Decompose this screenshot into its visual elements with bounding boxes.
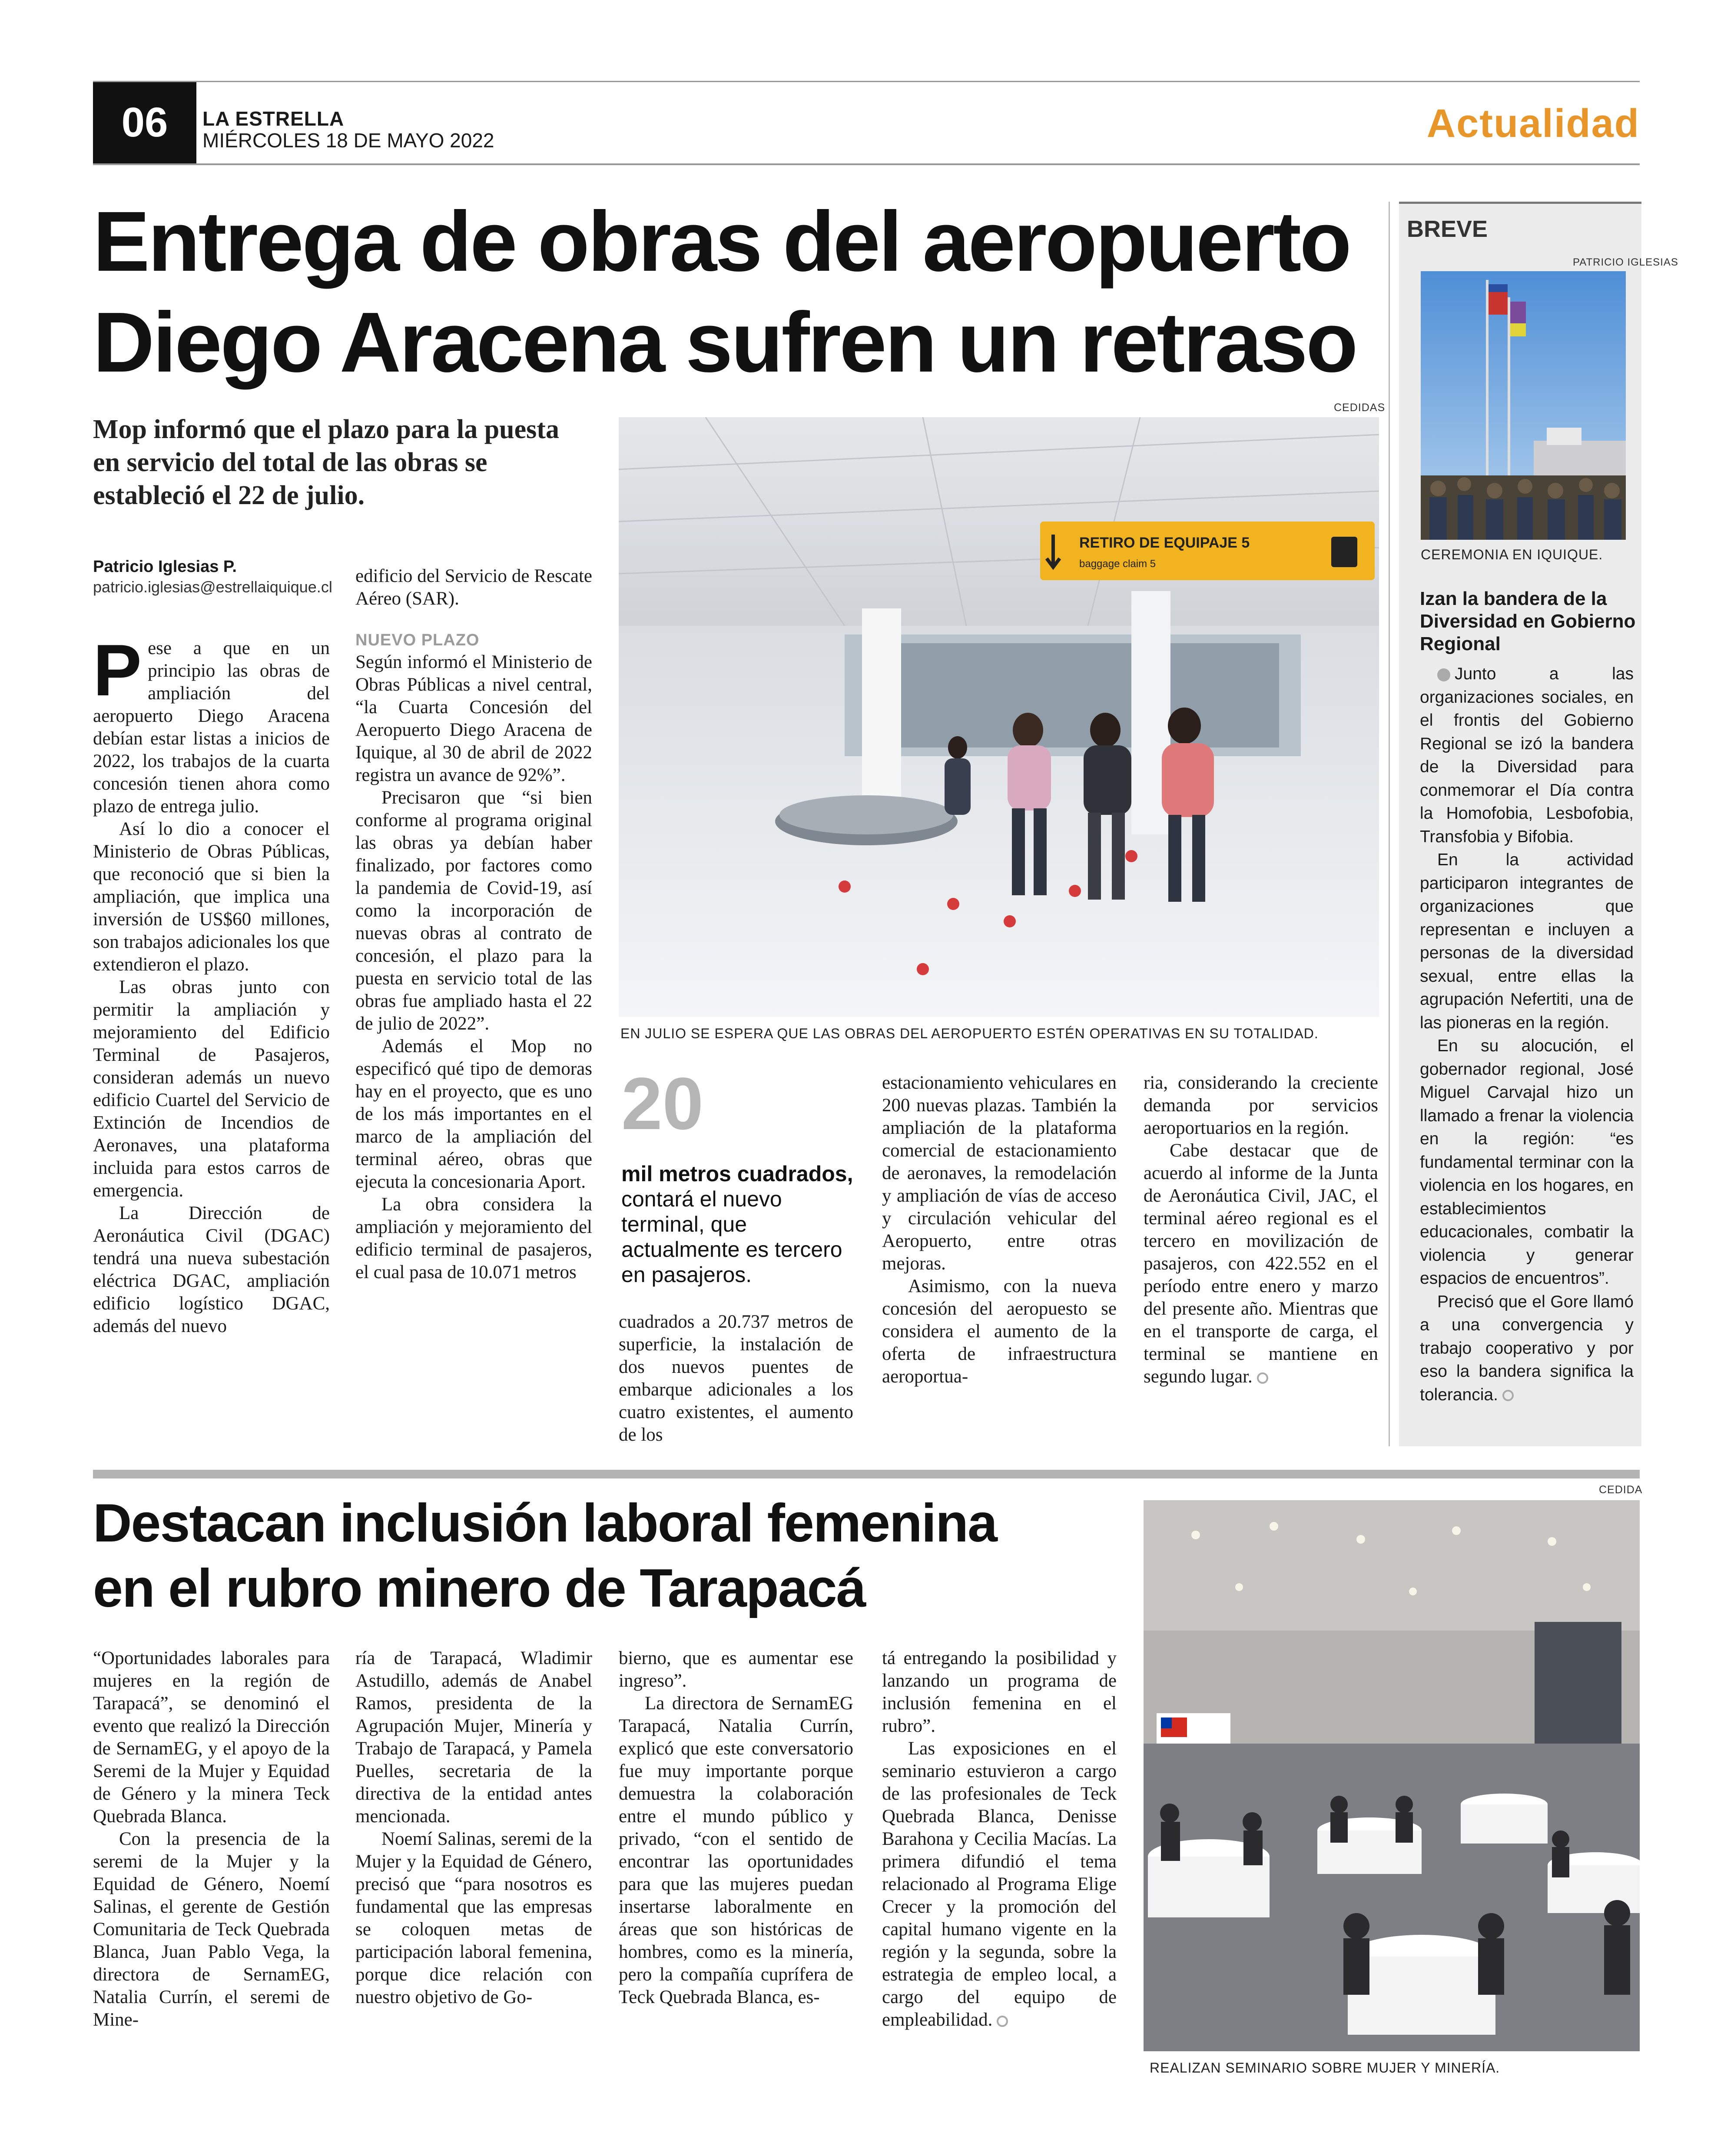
byline-name: Patricio Iglesias P.: [93, 558, 237, 576]
paragraph: La Dirección de Aeronáutica Civil (DGAC) tendrá una nueva subestación eléctrica DGAC, ampliación edificio logístico DGAC, además del nuevo: [93, 1203, 330, 1336]
header-rule: [93, 163, 1640, 165]
section-label: Actualidad: [1426, 101, 1640, 146]
paragraph: La directora de SernamEG Tarapacá, Natalia Currín, explicó que este conversatorio fue muy importante porque demuestra la colaboración entre el mundo público y privado, “con el sentido de encontrar las oportunidades para que las mujeres puedan insertarse laboralmente en áreas que son históricas de hombres, como es la minería, pero la compañía cuprífera de Teck Quebrada Blanca, es-: [619, 1693, 853, 2007]
paragraph: cuadrados a 20.737 metros de superficie, la instalación de dos nuevos puentes de embarque adicionales a los cuatro existentes, el aumento de los: [619, 1312, 853, 1445]
baggage-sign-subtext: baggage claim 5: [1079, 558, 1156, 570]
paragraph: Las obras junto con permitir la ampliación y mejoramiento del Edificio Terminal de Pasajeros, consideran además un nuevo edificio Cuartel del Servicio de Extinción de Incendios de Aeronaves, una plataforma incluida para estos carros de emergencia.: [93, 977, 330, 1201]
dropcap: P: [93, 629, 142, 711]
baggage-sign-text: RETIRO DE EQUIPAJE 5: [1079, 535, 1250, 551]
sidebar-label: BREVE: [1407, 216, 1488, 242]
top-rule: [93, 81, 1640, 82]
section-divider: [93, 1470, 1640, 1478]
issue-date: MIÉRCOLES 18 DE MAYO 2022: [202, 129, 494, 152]
paragraph: Así lo dio a conocer el Ministerio de Obras Públicas, que reconoció que si bien la ampliación, que implica una inversión de US$60 millones, son trabajos adicionales los que extendieron el plazo.: [93, 819, 330, 975]
article1-column-4: [882, 1072, 1117, 1388]
flag-ceremony-image: [1421, 271, 1626, 540]
article2-headline-line1: Destacan inclusión laboral femenina: [93, 1493, 997, 1553]
photo-caption: EN JULIO SE ESPERA QUE LAS OBRAS DEL AEROPUERTO ESTÉN OPERATIVAS EN SU TOTALIDAD.: [620, 1026, 1319, 1041]
paragraph: “Oportunidades laborales para mujeres en la región de Tarapacá”, se denominó el evento que realizó la Dirección de SernamEG, y el apoyo de la Seremi de la Mujer y Equidad de Género y la minera Teck Quebrada Blanca.: [93, 1648, 330, 1827]
sidebar-photo-credit: PATRICIO IGLESIAS: [1573, 256, 1678, 268]
paragraph: bierno, que es aumentar ese ingreso”.: [619, 1648, 853, 1691]
sidebar-top-rule: [1399, 202, 1641, 204]
article2-photo-caption: REALIZAN SEMINARIO SOBRE MUJER Y MINERÍA.: [1150, 2060, 1500, 2076]
sidebar-divider: [1389, 202, 1390, 1446]
paragraph: Noemí Salinas, seremi de la Mujer y la Equidad de Género, precisó que “para nosotros es fundamental que las empresas se coloquen metas de participación laboral femenina, porque dice relación con nuestro objetivo de Go-: [355, 1829, 592, 2007]
paragraph: ría de Tarapacá, Wladimir Astudillo, además de Anabel Ramos, presidenta de la Agrupación Mujer, Minería y Trabajo de Tarapacá, y Pamela Puelles, secretaria de la directiva de la entidad antes mencionada.: [355, 1648, 592, 1827]
paragraph: estacionamiento vehiculares en 200 nuevas plazas. También la ampliación de la plataforma comercial de estacionamiento de aeronaves, la remodelación y ampliación de vías de acceso y circulación vehicular del Aeropuerto, entre otras mejoras.: [882, 1073, 1117, 1274]
sidebar-title: Izan la bandera de la Diversidad en Gobierno Regional: [1420, 588, 1636, 654]
article1-headline-line2: Diego Aracena sufren un retraso: [93, 295, 1356, 390]
article1-column-1: [93, 629, 330, 1338]
paragraph: Con la presencia de la seremi de la Mujer y la Equidad de Género, Noemí Salinas, el gerente de Gestión Comunitaria de Teck Quebrada Blanca, Juan Pablo Vega, la directora de SernamEG, Natalia Currín, el seremi de Mine-: [93, 1829, 330, 2030]
stat-rest: contará el nuevo terminal, que actualmente es tercero en pasajeros.: [621, 1187, 842, 1287]
article2-photo-credit: CEDIDA: [1599, 1484, 1643, 1496]
article2-column-2: [355, 1647, 592, 2009]
end-mark-icon: [1257, 1372, 1268, 1384]
flag-ceremony-photo: [1421, 271, 1626, 540]
article2-column-1: [93, 1647, 330, 2031]
paragraph: En la actividad participaron integrantes de organizaciones que representan e incluyen a personas de la diversidad sexual, entre ellas la agrupación Nefertiti, una de las pioneras en la región.: [1420, 850, 1634, 1032]
article1-column-5: [1144, 1072, 1378, 1388]
stat-text: [621, 1161, 856, 1287]
subhead: NUEVO PLAZO: [355, 631, 480, 649]
seminar-photo: [1144, 1500, 1640, 2051]
seminar-photo-image: [1144, 1500, 1640, 2051]
paragraph: tá entregando la posibilidad y lanzando un programa de inclusión femenina en el rubro”.: [882, 1648, 1117, 1736]
end-mark-icon: [997, 2016, 1008, 2027]
stat-bold: mil metros cuadrados,: [621, 1162, 853, 1186]
article2-column-4: [882, 1647, 1117, 2031]
page-number: 06: [93, 81, 196, 164]
article1-column-3: [619, 1311, 853, 1446]
article1-deck: Mop informó que el plazo para la puesta en servicio del total de las obras se estableció el 22 de julio.: [93, 415, 559, 510]
paragraph: La obra considera la ampliación y mejoramiento del edificio terminal de pasajeros, el cual pasa de 10.071 metros: [355, 1194, 592, 1282]
paragraph: Asimismo, con la nueva concesión del aeropuesto se considera el aumento de la oferta de infraestructura aeroportua-: [882, 1276, 1117, 1387]
airport-photo: [619, 417, 1379, 1017]
article2-headline: [93, 1491, 1136, 1621]
end-mark-icon: [1502, 1390, 1514, 1401]
byline-email[interactable]: patricio.iglesias@estrellaiquique.cl: [93, 578, 332, 596]
photo-credit: CEDIDAS: [1334, 402, 1386, 414]
paragraph: ese a que en un principio las obras de ampliación del aeropuerto Diego Aracena debían estar listas a inicios de 2022, los trabajos de la cuarta concesión tienen ahora como plazo de entrega julio.: [93, 638, 330, 817]
article2-headline-line2: en el rubro minero de Tarapacá: [93, 1558, 865, 1618]
article2-column-3: [619, 1647, 853, 2009]
paragraph: Precisó que el Gore llamó a una convergencia y trabajo cooperativo y por eso la bandera significa la tolerancia.: [1420, 1292, 1634, 1404]
sidebar-body: [1420, 662, 1634, 1406]
article1-column-2: [355, 565, 592, 1284]
article1-headline-line1: Entrega de obras del aeropuerto: [93, 194, 1350, 289]
paragraph: Las exposiciones en el seminario estuvieron a cargo de las profesionales de Teck Quebrada Blanca, Denisse Barahona y Cecilia Macías. La primera difundió el tema relacionado al Programa Elige Crecer y la promoción del capital humano vigente en la región y la segunda, sobre la estrategia de empleo local, a cargo del equipo de empleabilidad.: [882, 1738, 1117, 2030]
airport-photo-image: [619, 417, 1379, 1017]
article1-headline: [93, 191, 1396, 393]
paragraph: Según informó el Ministerio de Obras Públicas a nivel central, “la Cuarta Concesión del Aeropuerto Diego Aracena de Iquique, al 30 de abril de 2022 registra un avance de 92%”.: [355, 652, 592, 785]
paragraph: En su alocución, el gobernador regional, José Miguel Carvajal hizo un llamado a frenar la violencia en la región: “es fundamental terminar con la violencia en los hogares, en establecimientos educacionales, combatir la violencia y generar espacios de encuentros”.: [1420, 1036, 1634, 1288]
stat-number: 20: [621, 1063, 704, 1145]
paragraph: ria, considerando la creciente demanda por servicios aeroportuarios en la región.: [1144, 1073, 1378, 1138]
paragraph: Precisaron que “si bien conforme al programa original las obras ya debían haber finalizado, por factores como la pandemia de Covid-19, así como la incorporación de nuevas obras al contrato de concesión, el plazo para la puesta en servicio total de las obras fue ampliado hasta el 22 de julio de 2022”.: [355, 787, 592, 1034]
paragraph: Cabe destacar que de acuerdo al informe de la Junta de Aeronáutica Civil, JAC, el terminal aéreo regional es el tercero en movilización de pasajeros, con 422.552 en el período entre enero y marzo del presente año. Mientras que en el transporte de carga, el terminal se mantiene en segundo lugar.: [1144, 1140, 1378, 1387]
bullet-icon: [1437, 668, 1450, 681]
sidebar-photo-caption: CEREMONIA EN IQUIQUE.: [1421, 547, 1603, 562]
paragraph: Junto a las organizaciones sociales, en el frontis del Gobierno Regional se izó la bandera de la Diversidad para conmemorar el Día contra la Homofobia, Lesbofobia, Transfobia y Bifobia.: [1420, 664, 1634, 846]
paragraph: edificio del Servicio de Rescate Aéreo (SAR).: [355, 566, 592, 609]
masthead: LA ESTRELLA: [202, 107, 345, 130]
paragraph: Además el Mop no especificó qué tipo de demoras hay en el proyecto, que es uno de los más importantes en el marco de la ampliación del terminal aéreo, obras que ejecuta la concesionaria Aport.: [355, 1036, 592, 1192]
